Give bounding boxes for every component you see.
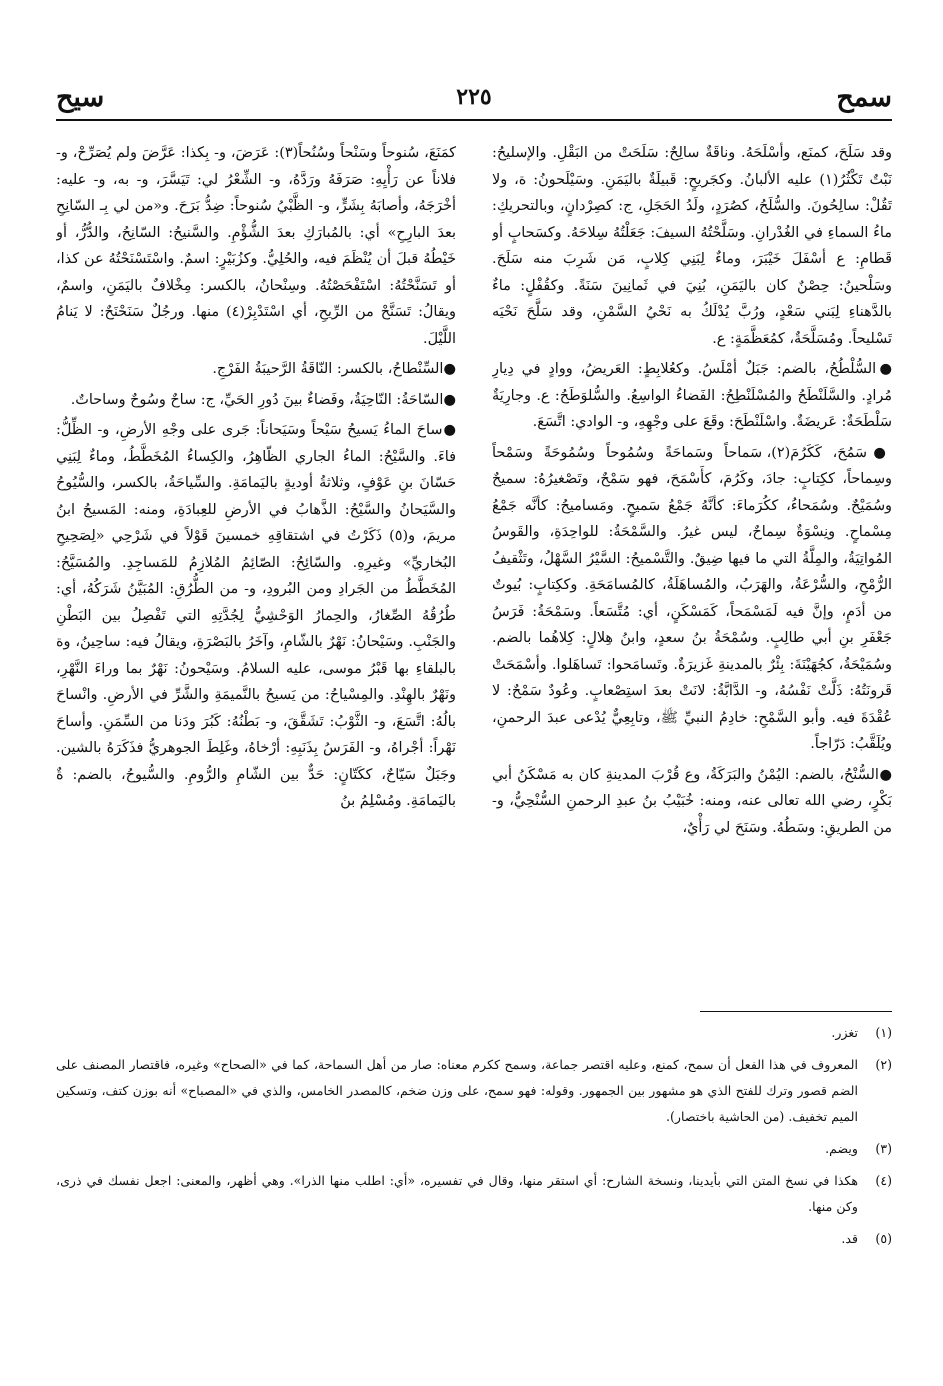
page-number: ٢٢٥: [456, 84, 492, 110]
footnote: [56, 1052, 892, 1130]
entry-paragraph: ●السّاحَةُ: النّاحِيَةُ، وفَضاءٌ بينَ دُورِ الحَيِّ، ج: ساحٌ وسُوحٌ وساحاتٌ.: [70, 391, 456, 408]
entry-paragraph: ●السُّنْحُ، بالضم: اليُمْنُ والبَرَكَةُ، وع قُرْبَ المدينةِ كان به مَسْكَنُ أبي بَكْرٍ، رضي الله تعالى عنه، ومنه: خُبَيْبُ بنُ عبدِ الرحمنِ السُّنْحِيُّ، و- من الطريقِ: وسَطُهُ. وسَنَحَ لي رَأْيٌ،: [492, 766, 892, 836]
left-column: [56, 140, 456, 985]
footnote-number: (٤): [875, 1173, 892, 1188]
page-header: [56, 82, 892, 116]
footnote-text: المعروف في هذا الفعل أن سمح، كمنع، وعليه اقتصر جماعة، وسمح ككرم معناه: صار من أهل السماحة، كما في «الصحاح» وغيره، فاقتصار المصنف على الضم قصور وترك للفتح الذي هو مشهور بين الجمهور. وقوله: فهو سمح، على وزن ضخم، كالمصدر الخامس، والذي في «المصباح» أنه بوزن كتف، وتسكين الميم تخفيف. (من الحاشية باختصار).: [56, 1057, 859, 1124]
entry-paragraph: ●ساحَ الماءُ يَسيحُ سَيْحاً وسَيَحاناً: جَرى على وجْهِ الأرضِ، و- الظِّلُّ: فاءَ. والسَّيْحُ: الماءُ الجاري الظّاهِرُ، والكِساءُ المُخَطَّطُ، وماءٌ لِبَنِي حَسّانَ بنِ عَوْفٍ، وثلاثةُ أوديةٍ باليَمامَةِ. والسِّياحَةُ، بالكسر، والسُّيُوحُ والسَّيَحانُ والسَّيْحُ: الذَّهابُ في الأرضِ للعِبادَةِ، ومنه: المَسيحُ ابنُ مريمَ، و(٥) ذَكَرْتُ في اشتقاقِهِ خمسينَ قَوْلاً في شَرْحِي «لِصَحِيحِ البُخاريِّ» وغيرِهِ. والسّائِحُ: الصّائِمُ المُلازِمُ للمَساجِدِ. والمُسَيَّحُ: المُخَطَّطُ من الجَرادِ ومن البُرودِ، و- من الطُّرُقِ: المُبَيَّنُ شَرَكُهُ، أي: طُرُقُهُ الصِّغارُ، والحِمارُ الوَحْشِيُّ لِجُدَّتِهِ التي تَفْصِلُ بين البَطْنِ والجَنْبِ. وسَيْحانُ: نَهْرٌ بالشّامِ، وآخَرُ بالبَصْرَةِ، ويقالُ فيه: ساحِينُ، وة بالبلقاءِ بها قَبْرُ موسى، عليه السلامُ. وسَيْحونُ: نَهْرٌ بما وراءَ النَّهْرِ، ونَهْرٌ بالهِنْدِ. والمِسْياحُ: من يَسيحُ بالنَّميمَةِ والشَّرِّ في الأرضِ. وانْساحَ بالُهُ: اتَّسَعَ، و- الثَّوْبُ: تَشَقَّقَ، و- بَطْنُهُ: كَبُرَ ودَنا من السِّمَنِ. وأساحَ نَهْراً: أجْراهُ، و- الفَرَسُ بِذَنَبِهِ: أرْخاهُ، وغَلِطَ الجوهريُّ فذَكَرَهُ بالشين. وجَبَلٌ سَيّاحٌ، ككَتّانٍ: حَدٌّ بين الشّامِ والرُّومِ. والسُّيوحُ، بالضم: ةٌ باليَمامَةِ. ومُسْلِمُ بنُ: [56, 422, 456, 809]
entry-paragraph: وقد سَلَحَ، كمنَع، وأسْلَحَهُ. وناقَةٌ سالِحٌ: سَلَحَتْ من البَقْلِ. والإسليحُ: نَبْتٌ تَكْثُرُ(١) عليه الألبانُ. وكجَريحٍ: قَبيلَةٌ باليَمَنِ. وسَيْلَحونُ: ة، ولا تَقُلْ: سالِحُونَ. والسُّلَحُ، كصُرَدٍ، ولَدُ الحَجَلِ، ج: كصِرْدانٍ، وبالتحريكِ: ماءُ السماءِ في الغُدْرانِ. وسَلَّحْتُهُ السيفَ: جَعَلْتُهُ سِلاحَهُ. وكسَحابٍ أو قَطامِ: ع أسْفَلَ خَيْبَرَ، وماءٌ لِبَنِي كِلابٍ، مَن شَرِبَ منه سَلَحَ. وسَلْحينُ: حِصْنٌ كان باليَمَنِ، بُنِيَ في ثَمانِينَ سَنَةً. وكقُفْلٍ: ماءٌ بالدَّهناءِ لِبَني سَعْدٍ، ورُبَّ يُدْلَكُ به نَحْيُ السَّمْنِ، وقد سَلَّحَ نَحْيَه تَسْليحاً. ومُسَلَّحَةٌ، كمُعَظَّمَةٍ: ع.: [492, 145, 892, 347]
entry-paragraph: ●سَمُحَ، كَكَرُمَ(٢)، سَماحاً وسَماحَةً وسُمُوحاً وسُمُوحَةً وسَمْحاً وسِماحاً، ككِتابٍ: جادَ، وكَرُمَ، كأَسْمَحَ، فهو سَمْحٌ، وتَصْغيرُهُ: سميحٌ وسُمَيْحٌ. وسُمَحاءُ، ككُرَماءَ: كأنَّهُ جَمْعُ سَميحٍ. ومَساميحُ: كأنَّه جَمْعُ مِسْماحٍ. ونِسْوَةٌ سِماحٌ، ليس غيرُ. والسَّمْحَةُ: للواحِدَةِ، والقَوسُ المُواتِيَةُ، والمِلَّةُ التي ما فيها ضِيقٌ. والتَّسْميحُ: السَّيْرُ السَّهْلُ، وتَثْقيفُ الرُّمْحِ، والسُّرْعَةُ، والهَرَبُ، والمُساهَلَةُ، كالمُسامَحَةِ. وككِتابٍ: بُيوتٌ من أدَمٍ، وإنَّ فيه لَمَسْمَحاً، كَمَسْكَنٍ، أي: مُتَّسَعاً. وسَمْحَةُ: فَرَسُ جَعْفَرِ بنِ أبي طالِبٍ. وسُمْحَةُ بنُ سعدٍ، وابنُ هِلالٍ: كِلاهُما بالضم. وسُمَيْحَةُ، كجُهَيْنَةَ: بِئْرٌ بالمدينةِ غَزيرَةٌ. وتَسامَحوا: تَساهَلوا. وأسْمَحَتْ قَرونَتُهُ: ذَلَّتْ نَفْسُهُ، و- الدَّابَّةُ: لانَتْ بعدَ استِصْعابٍ. وعُودٌ سَمْحٌ: لا عُقْدَةَ فيه. وأبو السَّمْحِ: خادِمُ النبيِّ ﷺ، وتابِعِيٌّ يُدْعى عبدَ الرحمنِ، ويُلَقَّبُ: دَرّاجاً.: [492, 444, 892, 752]
footnote: [56, 1020, 892, 1046]
header-entry-start: سمح: [836, 82, 892, 113]
footnote-text: قد.: [841, 1231, 858, 1246]
footnote-number: (٢): [875, 1057, 892, 1072]
footnote-number: (٣): [875, 1141, 892, 1156]
footnotes: [56, 1020, 892, 1258]
footnote-text: ويضم.: [825, 1141, 858, 1156]
footnote: [56, 1136, 892, 1162]
footnote-number: (١): [875, 1025, 892, 1040]
footnote: [56, 1226, 892, 1252]
entry-paragraph: ●السِّنْطاحُ، بالكسر: النّاقَةُ الرَّحيبَةُ الفَرْجِ.: [212, 361, 456, 377]
footnote-number: (٥): [875, 1231, 892, 1246]
footnote-rule: [700, 1011, 892, 1012]
footnote-text: هكذا في نسخ المتن التي بأيدينا، ونسخة الشارح: أي استقر منها، وقال في تفسيره، «أي: اطلب منها الذرا». وهي أظهر، والمعنى: اجعل نفسك في ذرى، وكن منها.: [56, 1173, 858, 1214]
header-rule: [56, 119, 892, 121]
entry-paragraph: كمَنَعَ، سُنوحاً وسَنْحاً وسُنُحاً(٣): عَرَضَ، و- بِكذا: عَرَّضَ ولم يُصَرِّحْ، و- فلاناً عن رَأْيِهِ: صَرَفَهُ ورَدَّهُ، و- الشِّعْرُ لي: تَيَسَّرَ، و- به، و- عليه: أخْرَجَهُ، وأصابَهُ بِشَرٍّ، و- الظَّبْيُ سُنوحاً: ضِدُّ بَرَحَ. و«من لي بِـ السّانِحِ بعدَ البارِحِ» أي: بالمُبارَكِ بعدَ الشُّؤْمِ. والسَّنيحُ: السّانِحُ، والدُّرُّ، أو خَيْطُهُ قبلَ أن يُنْظَمَ فيه، والحُلِيُّ. وكزُبَيْرٍ: اسمٌ. واسْتَسْنَحْتُهُ عن كذا، أو تَسَنَّحْتُهُ: اسْتَفْحَصْتُهُ. وسِنْحانُ، بالكسر: مِخْلافٌ باليَمَنِ، واسمٌ، ويقالُ: تَسَنَّحْ من الرِّيحِ، أي اسْتَدْبِرْ(٤) منها. ورجُلٌ سَنَحْنَحٌ: لا يَنامُ اللَّيْلَ.: [56, 145, 456, 347]
footnote-text: تغزر.: [831, 1025, 858, 1040]
right-column: [492, 140, 892, 985]
entry-paragraph: ●السُّلْطُحُ، بالضم: جَبَلٌ أمْلَسُ. وكعُلابِطٍ: العَريضُ، ووادٍ في دِيارِ مُرادٍ. والسَّلَنْطَحُ والمُسْلَنْطِحُ: الفَضاءُ الواسِعُ. والسُّلوَطَحُ: ع. وجارِيَةٌ سَلْطَحَةٌ: عَريضَةٌ. واسْلَنْطَحَ: وقَعَ على وجْهِهِ، و- الوادي: اتَّسَعَ.: [492, 361, 892, 430]
header-entry-end: سيح: [56, 82, 105, 113]
footnote: [56, 1168, 892, 1220]
